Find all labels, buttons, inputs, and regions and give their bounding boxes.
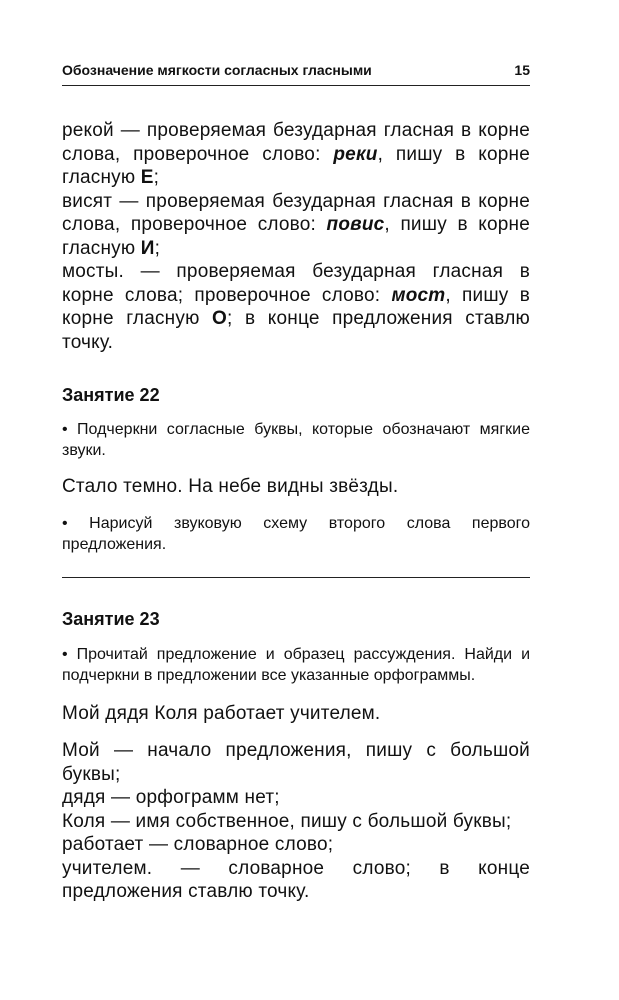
reasoning-line: работает — словарное слово; — [62, 834, 334, 855]
vowel-letter: Е — [140, 167, 154, 188]
vowel-letter: О — [212, 308, 228, 329]
reasoning-line: дядя — орфограмм нет; — [62, 787, 280, 808]
lesson-23-sentence: Мой дядя Коля работает учителем. — [62, 702, 381, 724]
entry-paragraph: мосты. — проверяемая безударная гласная в корне слова; проверочное слово: мост, пишу в корне гласную О; в конце предложения ставлю точку. — [62, 261, 530, 353]
check-word: мост — [391, 284, 446, 306]
reasoning-line: Мой — начало предложения, пишу с большой буквы; — [62, 740, 530, 785]
lesson-22-task-1: • Подчеркни согласные буквы, которые обозначают мягкие звуки. — [62, 421, 530, 459]
lesson-23-title: Занятие 23 — [62, 608, 160, 629]
reasoning-line: Коля — имя собственное, пишу с большой буквы; — [62, 810, 512, 832]
lesson-22-title: Занятие 22 — [62, 385, 160, 405]
reasoning-continuation — [62, 119, 530, 354]
reasoning-line: учителем. — словарное слово; в конце предложения ставлю точку. — [62, 857, 530, 902]
page-number: 15 — [514, 62, 530, 78]
section-divider — [62, 577, 530, 578]
reasoning-sample — [62, 739, 530, 904]
check-word: повис — [326, 214, 385, 235]
vowel-letter: И — [140, 237, 155, 259]
running-title: Обозначение мягкости согласных гласными — [62, 62, 372, 78]
lesson-22-task-2: • Нарисуй звуковую схему второго слова первого предложения. — [62, 514, 530, 553]
entry-paragraph: рекой — проверяемая безударная гласная в корне слова, проверочное слово: реки, пишу в корне гласную Е; — [62, 120, 530, 188]
lesson-22-sentence: Стало темно. На небе видны звёзды. — [62, 476, 399, 497]
book-page — [62, 62, 530, 904]
running-header — [62, 62, 530, 86]
lesson-23-task: • Прочитай предложение и образец рассуждения. Найди и подчеркни в предложении все указанные орфограммы. — [62, 645, 530, 684]
check-word: реки — [333, 143, 378, 165]
entry-paragraph: висят — проверяемая безударная гласная в корне слова, проверочное слово: повис, пишу в корне гласную И; — [62, 190, 530, 259]
